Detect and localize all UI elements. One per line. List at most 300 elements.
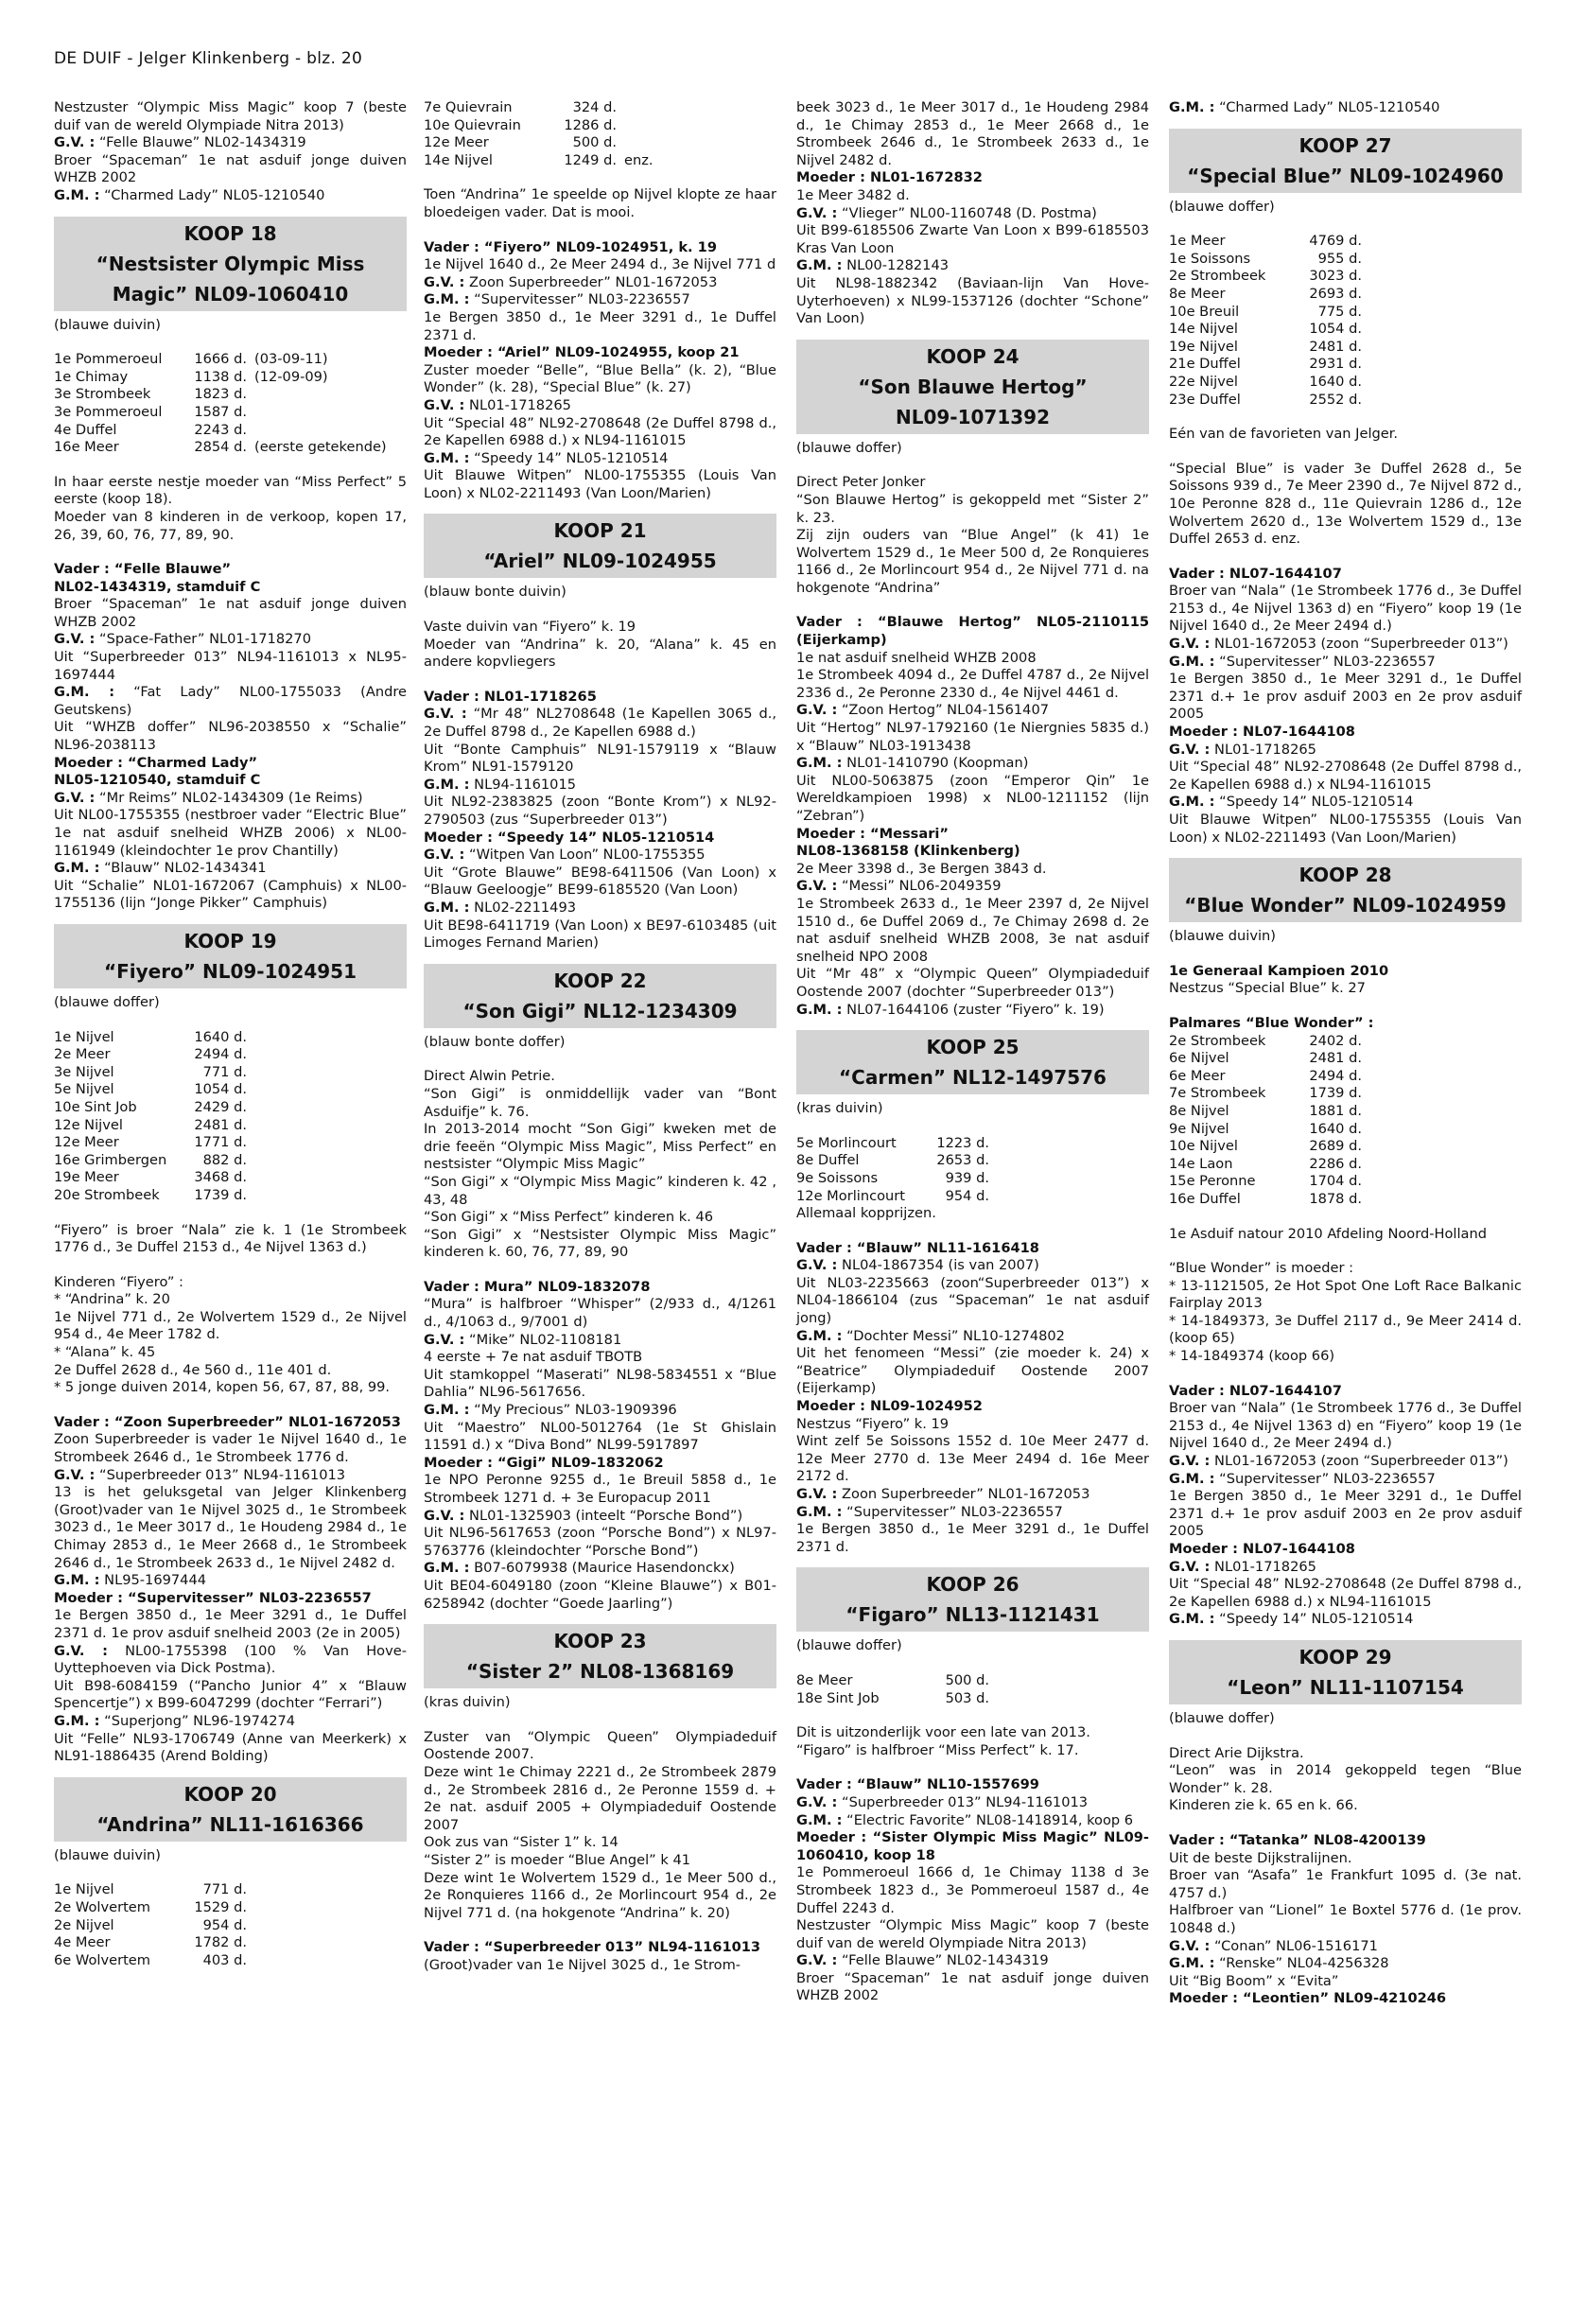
result-count: 771 d.	[202, 1063, 247, 1080]
lot-title-line: “Fiyero” NL09-1024951	[103, 959, 357, 983]
line-label: G.M. :	[1169, 1611, 1215, 1628]
line-text: “Speedy 14” NL05-1210514	[1214, 1611, 1414, 1628]
bold-heading: Vader : “Fiyero” NL09-1024951, k. 19	[424, 238, 717, 255]
result-note	[254, 422, 407, 440]
lot-title-box	[1169, 858, 1522, 922]
lot-title-line: KOOP 26	[926, 1573, 1020, 1597]
paragraph: Broer “Spaceman” 1e nat asduif jonge duiven WHZB 2002	[54, 596, 407, 630]
line-text: NL01-1718265	[464, 396, 571, 413]
result-count: 2481 d.	[1309, 1050, 1362, 1067]
result-race: 1e Nijvel	[54, 1028, 114, 1045]
result-race: 16e Grimbergen	[54, 1151, 167, 1168]
result-count: 2931 d.	[1309, 356, 1362, 373]
spacer	[1169, 1209, 1522, 1226]
paragraph: “Sister 2” is moeder “Blue Angel” k 41	[424, 1851, 691, 1868]
labeled-line	[796, 1328, 1149, 1346]
paragraph: 1e Asduif natour 2010 Afdeling Noord-Holland	[1169, 1225, 1487, 1242]
result-row	[1169, 1173, 1522, 1191]
line-text: Zoon Superbreeder” NL01-1672053	[837, 1486, 1090, 1502]
result-row	[1169, 1085, 1522, 1103]
result-count: 1704 d.	[1309, 1173, 1362, 1190]
result-row	[54, 1952, 407, 1970]
paragraph: Uit NL03-2235663 (zoon“Superbreeder 013”) x NL04-1866104 (zus “Spaceman” 1e nat asduif jong)	[796, 1274, 1149, 1327]
column-2	[424, 99, 776, 1974]
paragraph: Uit “Grote Blauwe” BE98-6411506 (Van Loon) x “Blauw Geeloogje” BE99-6185520 (Van Loon)	[424, 864, 776, 899]
result-race: 6e Meer	[1169, 1067, 1226, 1084]
line-label: G.M. :	[796, 1811, 843, 1828]
result-race: 8e Nijvel	[1169, 1102, 1229, 1119]
lot-title-line: “Ariel” NL09-1024955	[483, 550, 717, 573]
result-row	[1169, 304, 1522, 322]
paragraph: (blauw bonte duivin)	[424, 584, 566, 601]
line-text: “Witpen Van Loon” NL00-1755355	[464, 847, 706, 864]
result-race: 5e Nijvel	[54, 1081, 114, 1098]
lot-title-box	[1169, 129, 1522, 193]
result-count: 1249 d.	[564, 151, 617, 168]
result-race: 20e Strombeek	[54, 1186, 160, 1203]
paragraph: Kinderen “Fiyero” :	[54, 1273, 183, 1290]
result-row	[424, 99, 776, 117]
paragraph: 4 eerste + 7e nat asduif TBOTB	[424, 1349, 643, 1366]
result-note	[1369, 321, 1522, 339]
spacer	[1169, 946, 1522, 963]
paragraph: beek 3023 d., 1e Meer 3017 d., 1e Houdeng 2984 d., 1e Chimay 2853 d., 1e Meer 2668 d., 1e Strombeek 2646 d., 1e Strombeek 2633 d., 1e Nijvel 2482 d.	[796, 99, 1149, 168]
paragraph: Broer van “Asafa” 1e Frankfurt 1095 d. (3e nat. 4757 d.)	[1169, 1867, 1522, 1901]
line-text: “Conan” NL06-1516171	[1210, 1937, 1378, 1954]
result-race: 2e Meer	[54, 1046, 111, 1063]
line-text: “Speedy 14” NL05-1210514	[469, 449, 669, 466]
paragraph: * 13-1121505, 2e Hot Spot One Loft Race Balkanic Fairplay 2013	[1169, 1277, 1522, 1312]
result-row	[54, 439, 407, 457]
paragraph: 1e Bergen 3850 d., 1e Meer 3291 d., 1e Duffel 2371 d.+ 1e prov asduif 2003 en 2e prov asduif 2005	[1169, 671, 1522, 723]
result-row	[54, 1117, 407, 1135]
spacer	[1169, 1243, 1522, 1260]
labeled-line	[796, 1002, 1149, 1020]
result-row	[1169, 1138, 1522, 1156]
bold-heading: Moeder : NL01-1672832	[796, 169, 983, 186]
spacer	[424, 222, 776, 239]
result-row	[1169, 339, 1522, 357]
result-note	[1369, 233, 1522, 251]
labeled-line	[1169, 1453, 1522, 1471]
result-race: 16e Meer	[54, 439, 119, 456]
paragraph: “Blue Wonder” is moeder :	[1169, 1260, 1354, 1277]
result-note	[254, 1064, 407, 1082]
paragraph: Uit NL98-1882342 (Baviaan-lijn Van Hove-Uyterhoeven) x NL99-1537126 (dochter “Schone” Van Loon)	[796, 274, 1149, 327]
line-label: G.M. :	[424, 1402, 470, 1419]
spacer	[1169, 1728, 1522, 1745]
result-count: 2854 d.	[194, 439, 247, 456]
result-row	[1169, 251, 1522, 269]
result-count: 2693 d.	[1309, 285, 1362, 302]
paragraph: 1e Nijvel 1640 d., 2e Meer 2494 d., 3e Nijvel 771 d	[424, 256, 776, 273]
result-race: 8e Meer	[796, 1671, 853, 1688]
lot-title-line: KOOP 29	[1298, 1645, 1392, 1669]
bold-heading: Vader : “Felle Blauwe”	[54, 561, 232, 578]
result-row	[54, 422, 407, 440]
paragraph: 2e Meer 3398 d., 3e Bergen 3843 d.	[796, 860, 1047, 877]
line-label: G.V. :	[796, 1257, 838, 1274]
line-text: NL00-1755398 (100 % Van Hove-Uyttерhoeven via Dick Postma).	[54, 1642, 407, 1677]
bold-heading: Moeder : “Leontien” NL09-4210246	[1169, 1990, 1447, 2007]
result-row	[54, 1187, 407, 1205]
result-race: 8e Duffel	[796, 1152, 860, 1169]
result-count: 2689 d.	[1309, 1138, 1362, 1155]
result-note	[254, 404, 407, 422]
result-race: 14e Nijvel	[1169, 321, 1238, 338]
result-note	[997, 1135, 1149, 1153]
lot-title-line: NL09-1071392	[895, 405, 1051, 428]
result-race: 10e Sint Job	[54, 1098, 137, 1115]
result-count: 1054 d.	[1309, 321, 1362, 338]
paragraph: Broer van “Nala” (1e Strombeek 1776 d., 3e Duffel 2153 d., 4e Nijvel 1363 d) en “Fiyero” koop 19 (1e Nijvel 1640 d., 2e Meer 2494 d.)	[1169, 1400, 1522, 1452]
paragraph: Uit B99-6185506 Zwarte Van Loon x B99-6185503 Kras Van Loon	[796, 222, 1149, 256]
line-text: NL04-1867354 (is van 2007)	[837, 1257, 1039, 1274]
result-note	[254, 1187, 407, 1205]
paragraph: 1e Bergen 3850 d., 1e Meer 3291 d., 1e Duffel 2371 d. 1e prov asduif snelheid 2003 (2e in 2005)	[54, 1607, 407, 1641]
result-count: 954 d.	[945, 1187, 989, 1204]
result-race: 9e Nijvel	[1169, 1120, 1229, 1137]
result-race: 3e Strombeek	[54, 386, 151, 403]
labeled-line	[424, 1332, 776, 1350]
paragraph: Uit “Mr 48” x “Olympic Queen” Olympiadeduif Oostende 2007 (dochter “Superbreeder 013”)	[796, 966, 1149, 1000]
line-text: B07-6079938 (Maurice Hasendonckx)	[469, 1560, 735, 1577]
line-label: G.V. :	[1169, 741, 1211, 758]
line-text: “Renske” NL04-4256328	[1214, 1955, 1389, 1972]
result-race: 12e Meer	[424, 134, 489, 151]
paragraph: Uit “WHZB doffer” NL96-2038550 x “Schalie” NL96-2038113	[54, 719, 407, 754]
line-text: “Superjong” NL96-1974274	[99, 1712, 296, 1729]
result-count: 324 d.	[572, 99, 617, 115]
result-note	[254, 1152, 407, 1170]
spacer	[1169, 216, 1522, 233]
result-note: (12-09-09)	[254, 368, 328, 385]
labeled-line	[54, 790, 407, 808]
paragraph: “Special Blue” is vader 3e Duffel 2628 d., 5e Soissons 939 d., 7e Meer 2390 d., 7e Nijvel 872 d., 10e Peronne 828 d., 11e Quievrain 1286 d., 12e Wolvertem 2620 d., 13e Wolvertem 1529 d., 13e Duffel 2653 d. enz.	[1169, 460, 1522, 548]
result-count: 1138 d.	[194, 368, 247, 385]
result-row	[54, 1046, 407, 1064]
result-count: 2552 d.	[1309, 391, 1362, 408]
lot-title-box	[796, 1567, 1149, 1632]
spacer	[1169, 549, 1522, 566]
line-text: “Supervitesser” NL03-2236557	[1214, 653, 1436, 670]
labeled-line	[1169, 1938, 1522, 1956]
result-row	[54, 1881, 407, 1899]
labeled-line	[54, 134, 407, 152]
line-text: NL01-1410790 (Koopman)	[842, 755, 1029, 772]
line-label: G.M. :	[796, 1503, 843, 1520]
result-note	[1369, 339, 1522, 357]
bold-heading: Moeder : “Ariel” NL09-1024955, koop 21	[424, 344, 740, 361]
line-text: “Supervitesser” NL03-2236557	[469, 291, 690, 308]
lot-title-line: “Blue Wonder” NL09-1024959	[1184, 894, 1507, 917]
paragraph: Uit “Superbreeder 013” NL94-1161013 x NL95-1697444	[54, 649, 407, 683]
paragraph: In 2013-2014 mocht “Son Gigi” kweken met de drie feeën “Olympic Miss Magic”, Miss Perfect” en nestsister “Olympic Miss Magic”	[424, 1121, 776, 1173]
result-count: 2653 d.	[936, 1152, 989, 1169]
labeled-line	[424, 847, 776, 865]
lot-title-line: KOOP 27	[1298, 133, 1392, 157]
paragraph: 1e Bergen 3850 d., 1e Meer 3291 d., 1e Duffel 2371 d.	[796, 1521, 1149, 1555]
labeled-line	[54, 187, 407, 205]
line-label: G.M. :	[796, 257, 843, 274]
bold-heading: NL08-1368158 (Klinkenberg)	[796, 843, 1020, 860]
result-count: 1823 d.	[194, 386, 247, 403]
page-header: DE DUIF - Jelger Klinkenberg - blz. 20	[54, 49, 363, 68]
lot-title-box	[54, 1777, 407, 1842]
line-label: G.V. :	[54, 1466, 96, 1483]
paragraph: Uit “Hertog” NL97-1792160 (1e Niergnies 5835 d.) x “Blauw” NL03-1913438	[796, 720, 1149, 754]
paragraph: 1e Bergen 3850 d., 1e Meer 3291 d., 1e Duffel 2371 d.	[424, 308, 776, 343]
line-text: “Electric Favorite” NL08-1418914, koop 6	[842, 1811, 1134, 1828]
result-note	[1369, 1156, 1522, 1174]
bold-heading: Moeder : NL07-1644108	[1169, 1541, 1355, 1557]
line-label: G.V. :	[796, 702, 838, 719]
paragraph: Broer van “Nala” (1e Strombeek 1776 d., 3e Duffel 2153 d., 4e Nijvel 1363 d) en “Fiyero” koop 19 (1e Nijvel 1640 d., 2e Meer 2494 d.)	[1169, 583, 1522, 635]
line-text: NL07-1644106 (zuster “Fiyero” k. 19)	[842, 1001, 1105, 1018]
labeled-line	[1169, 1471, 1522, 1489]
line-label: G.M. :	[424, 776, 470, 793]
labeled-line	[1169, 99, 1522, 117]
result-note	[997, 1152, 1149, 1170]
result-row	[54, 351, 407, 369]
line-label: G.M. :	[424, 291, 470, 308]
paragraph: Zuster moeder “Belle”, “Blue Bella” (k. 2), “Blue Wonder” (k. 28), “Special Blue” (k. 27)	[424, 361, 776, 396]
paragraph: Uit “Special 48” NL92-2708648 (2e Duffel 8798 d., 2e Kapellen 6988 d.) x NL94-1161015	[1169, 759, 1522, 793]
line-text: “Supervitesser” NL03-2236557	[842, 1503, 1063, 1520]
spacer	[796, 1118, 1149, 1135]
spacer	[1169, 1815, 1522, 1832]
paragraph: * “Alana” k. 45	[54, 1344, 156, 1361]
result-count: 2494 d.	[194, 1046, 247, 1063]
paragraph: “Figaro” is halfbroer “Miss Perfect” k. 17.	[796, 1741, 1079, 1758]
labeled-line	[54, 1643, 407, 1678]
spacer	[796, 597, 1149, 614]
spacer	[424, 672, 776, 689]
spacer	[1169, 444, 1522, 461]
result-note	[997, 1188, 1149, 1206]
result-row	[1169, 1050, 1522, 1068]
result-race: 21e Duffel	[1169, 356, 1241, 373]
result-note	[1369, 286, 1522, 304]
paragraph: Uit “Big Boom” x “Evita”	[1169, 1972, 1339, 1989]
labeled-line	[1169, 636, 1522, 654]
result-count: 1666 d.	[194, 351, 247, 368]
paragraph: Uit Blauwe Witpen” NL00-1755355 (Louis Van Loon) x NL02-2211493 (Van Loon/Marien)	[1169, 812, 1522, 846]
result-note	[254, 1934, 407, 1952]
labeled-line	[54, 1713, 407, 1731]
line-text: “Messi” NL06-2049359	[837, 878, 1002, 895]
result-row	[54, 1899, 407, 1917]
labeled-line	[796, 1952, 1149, 1970]
labeled-line	[54, 1572, 407, 1590]
line-text: “Felle Blauwe” NL02-1434319	[837, 1952, 1049, 1969]
column-3	[796, 99, 1149, 2005]
result-race: 18e Sint Job	[796, 1689, 880, 1706]
result-row	[54, 1934, 407, 1952]
paragraph: (blauwe duivin)	[54, 316, 161, 333]
result-row	[54, 369, 407, 387]
paragraph: Uit stamkoppel “Maserati” NL98-5834551 x “Blue Dahlia” NL96-5617656.	[424, 1366, 776, 1401]
spacer	[796, 1759, 1149, 1776]
paragraph: Broer “Spaceman” 1e nat asduif jonge duiven WHZB 2002	[54, 151, 407, 186]
result-count: 1223 d.	[936, 1134, 989, 1151]
paragraph: * 14-1849374 (koop 66)	[1169, 1348, 1335, 1365]
lot-title-line: “Son Blauwe Hertog”	[858, 375, 1088, 398]
result-note	[624, 117, 776, 135]
paragraph: (kras duivin)	[796, 1100, 883, 1117]
result-row	[1169, 268, 1522, 286]
result-count: 882 d.	[202, 1151, 247, 1168]
labeled-line	[796, 205, 1149, 223]
line-label: G.V. :	[54, 631, 96, 648]
result-count: 939 d.	[945, 1169, 989, 1186]
bold-heading: Moeder : “Messari”	[796, 825, 950, 842]
labeled-line	[1169, 1955, 1522, 1973]
result-race: 12e Morlincourt	[796, 1187, 905, 1204]
result-note	[624, 99, 776, 117]
result-note	[254, 386, 407, 404]
result-count: 1739 d.	[1309, 1085, 1362, 1102]
lot-title-line: “Nestsister Olympic Miss	[96, 252, 365, 275]
spacer	[54, 1257, 407, 1274]
lot-title-line: KOOP 28	[1298, 864, 1392, 887]
paragraph: (blauwe doffer)	[54, 993, 160, 1010]
labeled-line	[1169, 1611, 1522, 1629]
line-label: G.V. :	[796, 878, 838, 895]
bold-heading: Moeder : “Charmed Lady”	[54, 754, 258, 771]
result-row	[424, 134, 776, 152]
paragraph: Ook zus van “Sister 1” k. 14	[424, 1834, 619, 1851]
result-count: 1286 d.	[564, 116, 617, 133]
line-label: G.V. :	[424, 706, 467, 723]
result-row	[1169, 1121, 1522, 1139]
bold-heading: Vader : NL01-1718265	[424, 688, 597, 705]
line-label: G.V. :	[1169, 1937, 1211, 1954]
lot-title-line: KOOP 25	[926, 1036, 1020, 1059]
result-count: 2481 d.	[1309, 338, 1362, 355]
paragraph: “Son Gigi” x “Nestsister Olympic Miss Magic” kinderen k. 60, 76, 77, 89, 90	[424, 1226, 776, 1261]
result-race: 4e Meer	[54, 1934, 111, 1951]
line-text: Zoon Superbreeder” NL01-1672053	[464, 273, 718, 290]
spacer	[796, 1707, 1149, 1724]
lot-title-line: “Figaro” NL13-1121431	[845, 1603, 1100, 1627]
labeled-line	[796, 755, 1149, 773]
labeled-line	[424, 450, 776, 468]
labeled-line	[796, 1257, 1149, 1275]
bold-heading: Vader : “Tatanka” NL08-4200139	[1169, 1831, 1426, 1848]
paragraph: 1e Meer 3482 d.	[796, 186, 910, 203]
result-note	[1369, 1191, 1522, 1209]
lot-title-box	[1169, 1640, 1522, 1704]
paragraph: Uit “Special 48” NL92-2708648 (2e Duffel 8798 d., 2e Kapellen 6988 d.) x NL94-1161015	[424, 414, 776, 449]
line-label: G.M. :	[1169, 1470, 1215, 1487]
result-race: 15e Peronne	[1169, 1173, 1256, 1190]
labeled-line	[54, 860, 407, 878]
line-label: G.M. :	[424, 1560, 470, 1577]
line-text: NL01-1718265	[1210, 1558, 1316, 1575]
result-row	[796, 1672, 1149, 1690]
spacer	[424, 169, 776, 186]
result-note	[997, 1690, 1149, 1708]
result-row	[1169, 1068, 1522, 1086]
spacer	[54, 1864, 407, 1881]
labeled-line	[424, 706, 776, 741]
result-race: 5e Morlincourt	[796, 1134, 897, 1151]
result-count: 1054 d.	[194, 1081, 247, 1098]
line-label: G.V. :	[54, 134, 96, 151]
result-race: 1e Pommeroeul	[54, 351, 163, 368]
bold-heading: Vader : “Blauw” NL11-1616418	[796, 1239, 1039, 1256]
paragraph: Broer “Spaceman” 1e nat asduif jonge duiven WHZB 2002	[796, 1969, 1149, 2004]
spacer	[796, 1223, 1149, 1240]
result-note: (eerste getekende)	[254, 439, 387, 456]
paragraph: “Son Gigi” is onmiddellijk vader van “Bont Asduifje” k. 76.	[424, 1085, 776, 1120]
spacer	[424, 1262, 776, 1279]
spacer	[54, 1012, 407, 1029]
result-count: 2494 d.	[1309, 1067, 1362, 1084]
paragraph: Uit NL92-2383825 (zoon “Bonte Krom”) x NL92-2790503 (zus “Superbreeder 013”)	[424, 794, 776, 828]
result-row	[54, 1029, 407, 1047]
result-row	[796, 1135, 1149, 1153]
column-4	[1169, 99, 1522, 2008]
result-row	[1169, 1191, 1522, 1209]
result-row	[1169, 356, 1522, 374]
result-race: 2e Strombeek	[1169, 268, 1266, 285]
paragraph: (blauwe duivin)	[54, 1846, 161, 1863]
paragraph: (Groot)vader van 1e Nijvel 3025 d., 1e Strom-	[424, 1956, 741, 1973]
labeled-line	[1169, 742, 1522, 760]
result-race: 9e Soissons	[796, 1169, 879, 1186]
bold-heading: Vader : Mura” NL09-1832078	[424, 1278, 651, 1295]
result-race: 10e Quievrain	[424, 116, 521, 133]
bold-heading: Vader : “Blauwe Hertog” NL05-2110115 (Eijerkamp)	[796, 614, 1149, 649]
labeled-line	[54, 631, 407, 649]
paragraph: “Fiyero” is broer “Nala” zie k. 1 (1e Strombeek 1776 d., 3e Duffel 2153 d., 4e Nijvel 1363 d.)	[54, 1221, 407, 1256]
labeled-line	[796, 257, 1149, 275]
result-note	[1369, 1068, 1522, 1086]
result-count: 954 d.	[202, 1916, 247, 1933]
lot-title-line: KOOP 19	[183, 929, 277, 952]
lot-title-line: “Andrina” NL11-1616366	[96, 1812, 364, 1836]
labeled-line	[1169, 654, 1522, 672]
bold-heading: Moeder : NL09-1024952	[796, 1398, 983, 1415]
result-count: 1529 d.	[194, 1898, 247, 1915]
line-label: G.M. :	[796, 755, 843, 772]
line-label: G.V. :	[1169, 1453, 1211, 1470]
paragraph: (blauwe duivin)	[1169, 928, 1276, 945]
spacer	[1169, 1366, 1522, 1383]
line-label: G.V. :	[424, 273, 465, 290]
bold-heading: Palmares “Blue Wonder” :	[1169, 1014, 1374, 1031]
line-text: “Fat Lady” NL00-1755033 (Andre Geutskens)	[54, 684, 407, 718]
paragraph: Nestzus “Special Blue” k. 27	[1169, 980, 1366, 997]
result-note	[1369, 1138, 1522, 1156]
labeled-line	[424, 274, 776, 292]
spacer	[1169, 409, 1522, 426]
paragraph: “Mura” is halfbroer “Whisper” (2/933 d., 4/1261 d., 4/1063 d., 9/7001 d)	[424, 1296, 776, 1331]
result-count: 503 d.	[945, 1689, 989, 1706]
result-row	[424, 117, 776, 135]
spacer	[424, 1922, 776, 1939]
result-row	[1169, 286, 1522, 304]
line-label: G.M. :	[424, 449, 470, 466]
result-row	[54, 1064, 407, 1082]
result-note	[1369, 392, 1522, 410]
result-race: 6e Wolvertem	[54, 1951, 150, 1968]
result-row	[54, 1169, 407, 1187]
result-row	[796, 1188, 1149, 1206]
labeled-line	[54, 684, 407, 719]
